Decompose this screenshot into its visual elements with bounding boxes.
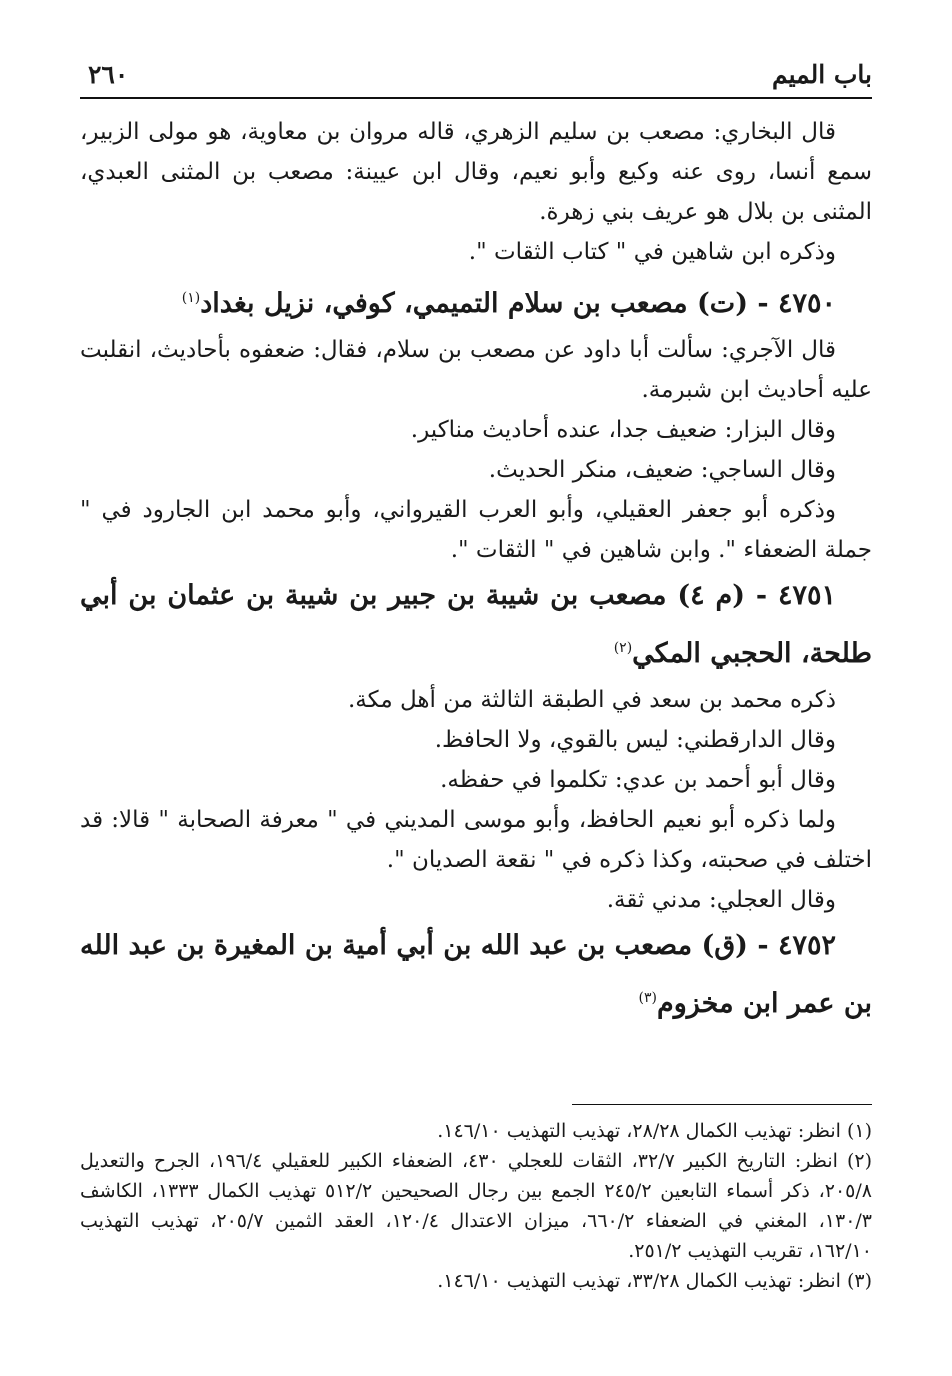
- running-header: [80, 60, 872, 100]
- footnote: (٢) انظر: التاريخ الكبير ٣٢/٧، الثقات للعجلي ٤٣٠، الضعفاء الكبير للعقيلي ١٩٦/٤، الجرح والتعديل ٢٠٥/٨، ذكر أسماء التابعين ٢٤٥/٢ الجمع بين رجال الصحيحين ٥١٢/٢ تهذيب الكمال ١٣٣٣، الكاشف ١٣٠/٣، المغني في الضعفاء ٦٦٠/٢، ميزان الاعتدال ١٢٠/٤، العقد الثمين ٢٠٥/٧، تهذيب التهذيب ١٦٢/١٠، تقريب التهذيب ٢٥١/٢.: [80, 1150, 873, 1262]
- chapter-title: باب الميم: [771, 60, 872, 89]
- entry-heading-4750: [80, 272, 872, 330]
- paragraph: وقال الساجي: ضعيف، منكر الحديث.: [488, 457, 836, 483]
- entry-heading-text: ٤٧٥١ - (م ٤) مصعب بن شيبة بن جبير بن شيبة بن عثمان بن أبي طلحة، الحجبي المكي: [80, 580, 872, 669]
- paragraph: وقال البزار: ضعيف جدا، عنده أحاديث مناكير.: [410, 417, 836, 443]
- paragraph: وذكره ابن شاهين في " كتاب الثقات ".: [468, 239, 836, 265]
- footnote-ref: (٣): [638, 990, 657, 1006]
- entry-heading-4751: [80, 570, 872, 680]
- paragraph: وقال العجلي: مدني ثقة.: [606, 887, 836, 913]
- paragraph: قال البخاري: مصعب بن سليم الزهري، قاله مروان بن معاوية، هو مولى الزبير، سمع أنسا، روى عنه وكيع وأبو نعيم، وقال ابن عيينة: مصعب بن المثنى العبدي، المثنى بن بلال هو عريف بني زهرة.: [80, 119, 872, 225]
- entry-heading-text: ٤٧٥٢ - (ق) مصعب بن عبد الله بن أبي أمية بن المغيرة بن عبد الله بن عمر ابن مخزوم: [80, 930, 872, 1019]
- entry-heading-4752: [80, 920, 872, 1030]
- footnote-ref: (١): [181, 290, 201, 306]
- footnotes: [80, 1116, 872, 1296]
- header-rule: [80, 97, 872, 99]
- footnote: (١) انظر: تهذيب الكمال ٢٨/٢٨، تهذيب التهذيب ١٤٦/١٠.: [437, 1120, 872, 1142]
- main-text: [80, 112, 872, 1030]
- footnote: (٣) انظر: تهذيب الكمال ٣٣/٢٨، تهذيب التهذيب ١٤٦/١٠.: [437, 1270, 872, 1292]
- footnote-rule: [572, 1104, 872, 1105]
- paragraph: وقال الدارقطني: ليس بالقوي، ولا الحافظ.: [434, 727, 836, 753]
- page-number: ٢٦٠: [88, 60, 129, 89]
- entry-heading-text: ٤٧٥٠ - (ت) مصعب بن سلام التميمي، كوفي، نزيل بغداد: [200, 288, 836, 319]
- paragraph: وذكره أبو جعفر العقيلي، وأبو العرب القيرواني، وأبو محمد ابن الجارود في " جملة الضعفاء ". وابن شاهين في " الثقات ".: [80, 497, 872, 563]
- paragraph: وقال أبو أحمد بن عدي: تكلموا في حفظه.: [440, 767, 836, 793]
- paragraph: قال الآجري: سألت أبا داود عن مصعب بن سلام، فقال: ضعفوه بأحاديث، انقلبت عليه أحاديث ابن شبرمة.: [80, 337, 872, 403]
- paragraph: ذكره محمد بن سعد في الطبقة الثالثة من أهل مكة.: [347, 687, 836, 713]
- footnote-ref: (٢): [613, 640, 633, 656]
- paragraph: ولما ذكره أبو نعيم الحافظ، وأبو موسى المديني في " معرفة الصحابة " قالا: قد اختلف في صحبته، وكذا ذكره في " نقعة الصديان ".: [80, 807, 872, 873]
